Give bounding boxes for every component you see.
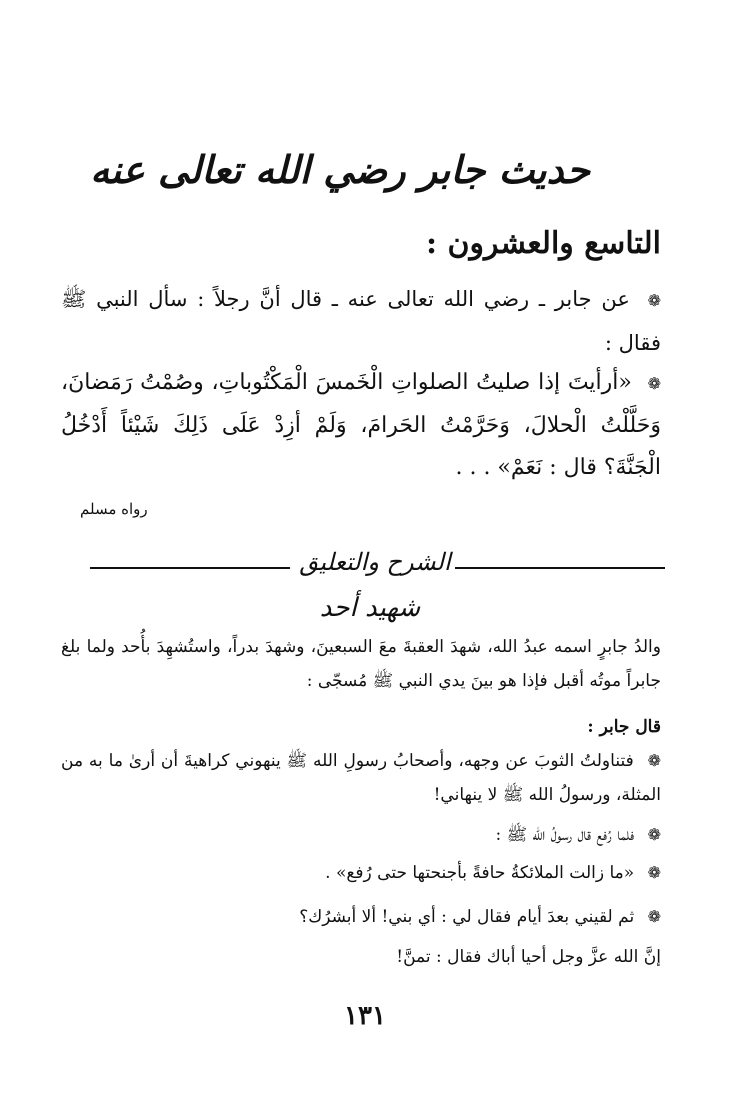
commentary-line-5: [61, 900, 661, 934]
commentary-line-3-text: فلما رُفع قال رسولُ الله ﷺ :: [495, 825, 635, 845]
divider-label: الشرح والتعليق: [299, 548, 451, 576]
bullet-icon: ❁: [647, 907, 661, 926]
commentary-paragraph-2-text: فتناولتُ الثوبَ عن وجهه، وأصحابُ رسولِ الله ﷺ ينهوني كراهيةَ أن أرىٰ ما به من المثلة، ورسولُ الله ﷺ لا ينهاني!: [61, 751, 661, 805]
commentary-line-3: [61, 818, 661, 852]
divider-line-left: [90, 567, 290, 569]
qal-jabir-label: قال جابر :: [587, 717, 661, 737]
divider-line-right: [455, 567, 665, 569]
commentary-paragraph-1: والدُ جابرٍ اسمه عبدُ الله، شهدَ العقبةَ معَ السبعينَ، وشهدَ بدراً، واستُشهِدَ بأُحد ولما بلغ جابراً موتُه أقبل فإذا هو بينَ يدي النبي ﷺ مُسجّى :: [61, 637, 661, 691]
hadith-text: [61, 362, 661, 489]
bullet-icon: ❁: [647, 863, 661, 882]
hadith-number-heading: التاسع والعشرون :: [425, 226, 661, 261]
section-divider: [90, 540, 665, 580]
section-heading: شهيد أحد: [319, 593, 421, 623]
page-number: ١٣١: [344, 1001, 386, 1031]
bullet-icon: ❁: [647, 291, 661, 310]
commentary-line-6: إنَّ الله عزَّ وجل أحيا أباك فقال : تمنَّ!: [396, 947, 661, 967]
bullet-icon: ❁: [647, 374, 661, 393]
commentary-line-5-text: ثم لقيني بعدَ أيام فقال لي : أي بني! ألا أبشرُك؟: [299, 907, 635, 927]
hadith-body-text: «أرأيتَ إذا صليتُ الصلواتِ الْخَمسَ الْمَكْتُوباتِ، وصُمْتُ رَمَضانَ، وَحَلَّلْتُ الْحلالَ، وَحَرَّمْتُ الحَرامَ، وَلَمْ أزِدْ عَلَى ذَلِكَ شَيْئاً أَدْخُلُ الْجَنَّةَ؟ قال : نَعَمْ» . . .: [61, 370, 661, 480]
hadith-source: رواه مسلم: [80, 500, 148, 518]
commentary-paragraph-2: [61, 744, 661, 812]
bullet-icon: ❁: [647, 825, 661, 844]
bullet-icon: ❁: [647, 751, 661, 770]
hadith-title: حديث جابر رضي الله تعالى عنه: [90, 147, 590, 192]
commentary-line-4: [61, 856, 661, 890]
hadith-intro: [61, 278, 661, 364]
commentary-line-4-text: «ما زالت الملائكةُ حافةً بأجنحتها حتى رُفع» .: [325, 863, 635, 883]
hadith-intro-text: عن جابر ـ رضي الله تعالى عنه ـ قال أنَّ رجلاً : سأل النبي ﷺ فقال :: [61, 287, 661, 355]
